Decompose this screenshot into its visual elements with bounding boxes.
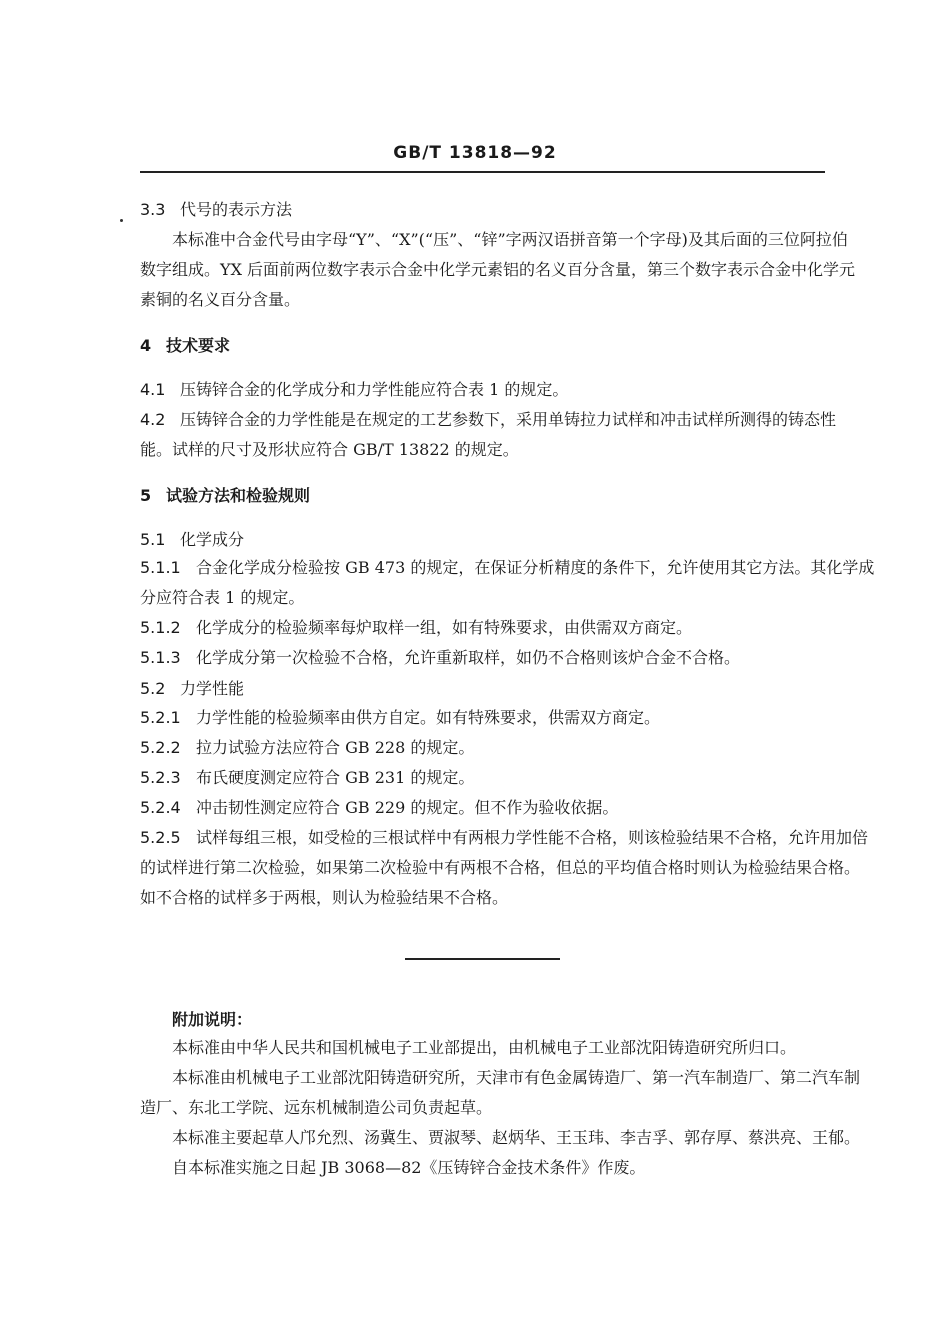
section-5-2-2: 5.2.2 拉力试验方法应符合 GB 228 的规定。	[140, 738, 475, 757]
section-3-3-para-line-1: 本标准中合金代号由字母“Y”、“X”(“压”、“锌”字两汉语拼音第一个字母)及其后面的三位阿拉伯	[172, 230, 848, 249]
section-5-2-1: 5.2.1 力学性能的检验频率由供方自定。如有特殊要求，供需双方商定。	[140, 708, 661, 727]
appendix-para-4: 自本标准实施之日起 JB 3068—82《压铸锌合金技术条件》作废。	[172, 1158, 646, 1177]
section-5-2-5-line-2: 的试样进行第二次检验，如果第二次检验中有两根不合格，但总的平均值合格时则认为检验结果合格。	[140, 858, 861, 877]
end-of-text-rule	[405, 958, 560, 960]
appendix-para-2-line-1: 本标准由机械电子工业部沈阳铸造研究所，天津市有色金属铸造厂、第一汽车制造厂、第二汽车制	[172, 1068, 861, 1087]
header-rule	[140, 171, 825, 173]
section-4-heading: 4 技术要求	[140, 336, 231, 355]
appendix-para-2-line-2: 造厂、东北工学院、远东机械制造公司负责起草。	[140, 1098, 493, 1117]
section-5-2-5-line-3: 如不合格的试样多于两根，则认为检验结果不合格。	[140, 888, 509, 907]
section-4-2-line-1: 4.2 压铸锌合金的力学性能是在规定的工艺参数下，采用单铸拉力试样和冲击试样所测得的铸态性	[140, 410, 837, 429]
section-3-3-heading: 3.3 代号的表示方法	[140, 200, 293, 219]
section-5-1-2: 5.1.2 化学成分的检验频率每炉取样一组，如有特殊要求，由供需双方商定。	[140, 618, 693, 637]
standard-code-header: GB/T 13818—92	[393, 143, 557, 163]
section-5-1-3: 5.1.3 化学成分第一次检验不合格，允许重新取样，如仍不合格则该炉合金不合格。	[140, 648, 741, 667]
section-4-1: 4.1 压铸锌合金的化学成分和力学性能应符合表 1 的规定。	[140, 380, 569, 399]
section-5-2-3: 5.2.3 布氏硬度测定应符合 GB 231 的规定。	[140, 768, 475, 787]
section-5-2-5-line-1: 5.2.5 试样每组三根，如受检的三根试样中有两根力学性能不合格，则该检验结果不合格，允许用加倍	[140, 828, 869, 847]
section-4-2-line-2: 能。试样的尺寸及形状应符合 GB/T 13822 的规定。	[140, 440, 519, 459]
section-5-1-heading: 5.1 化学成分	[140, 530, 245, 549]
section-5-2-4: 5.2.4 冲击韧性测定应符合 GB 229 的规定。但不作为验收依据。	[140, 798, 619, 817]
section-3-3-para-line-2: 数字组成。YX 后面前两位数字表示合金中化学元素铝的名义百分含量，第三个数字表示合金中化学元	[140, 260, 856, 279]
section-3-3-para-line-3: 素铜的名义百分含量。	[140, 290, 301, 309]
appendix-para-1: 本标准由中华人民共和国机械电子工业部提出，由机械电子工业部沈阳铸造研究所归口。	[172, 1038, 797, 1057]
scan-speck	[120, 219, 123, 222]
section-5-2-heading: 5.2 力学性能	[140, 679, 245, 698]
section-5-heading: 5 试验方法和检验规则	[140, 486, 311, 505]
section-5-1-1-line-2: 分应符合表 1 的规定。	[140, 588, 305, 607]
appendix-title: 附加说明：	[172, 1010, 253, 1029]
appendix-para-3: 本标准主要起草人邝允烈、汤冀生、贾淑琴、赵炳华、王玉玮、李吉孚、郭存厚、蔡洪亮、王郁。	[172, 1128, 861, 1147]
section-5-1-1-line-1: 5.1.1 合金化学成分检验按 GB 473 的规定，在保证分析精度的条件下，允许使用其它方法。其化学成	[140, 558, 875, 577]
